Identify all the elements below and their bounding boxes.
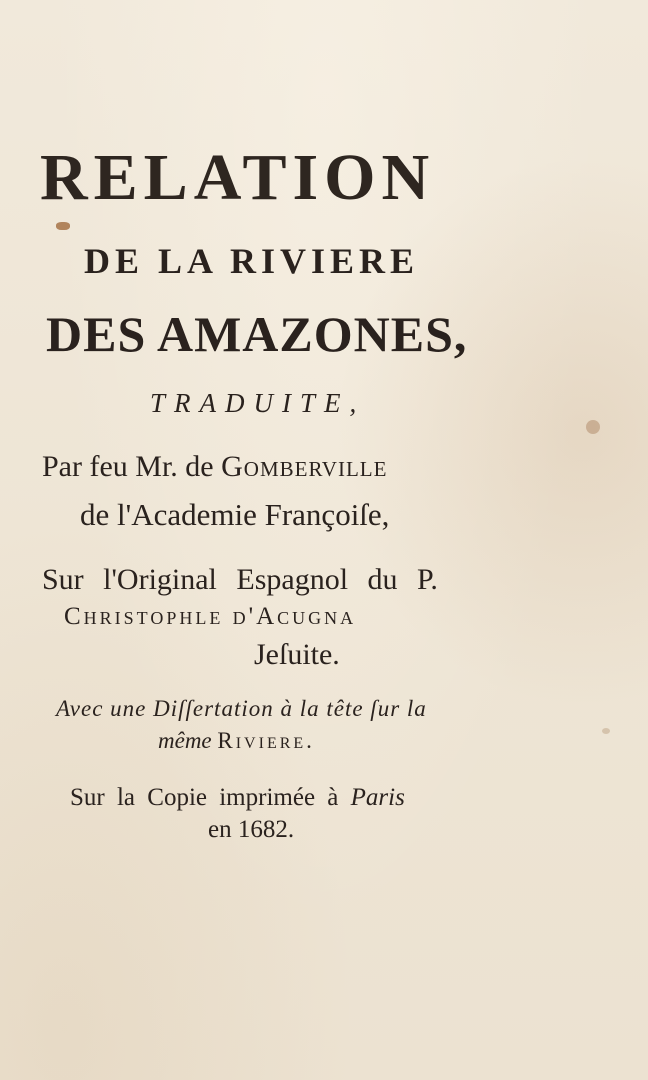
riviere-word: Riviere.	[217, 728, 315, 753]
imprint-prefix: Sur la Copie imprimée à	[70, 784, 351, 811]
dissertation-line: Avec une Diſſertation à la tête ſur la	[56, 696, 427, 721]
foxing-stain	[586, 420, 600, 434]
title-line-amazones: DES AMAZONES,	[46, 306, 468, 362]
translator-prefix: Par feu Mr. de	[42, 450, 222, 483]
author-order: Jeſuite.	[254, 638, 340, 671]
title-line-riviere: DE LA RIVIERE	[84, 241, 420, 281]
original-line: Sur l'Original Espagnol du P.	[42, 563, 438, 596]
translator-name: Gomberville	[221, 450, 388, 483]
ink-blot	[56, 222, 70, 230]
imprint-year: en 1682.	[208, 816, 295, 843]
main-title: RELATION	[40, 141, 436, 214]
meme-word: même	[158, 728, 218, 753]
subtitle-traduite: TRADUITE,	[150, 388, 366, 418]
author-name: Christophle d'Acugna	[64, 603, 357, 630]
dissertation-line-2	[158, 728, 315, 754]
imprint-line	[70, 784, 405, 812]
academy-line: de l'Academie Françoiſe,	[80, 497, 390, 532]
foxing-stain	[602, 728, 610, 734]
translator-line	[42, 450, 387, 484]
imprint-place: Paris	[350, 784, 405, 811]
